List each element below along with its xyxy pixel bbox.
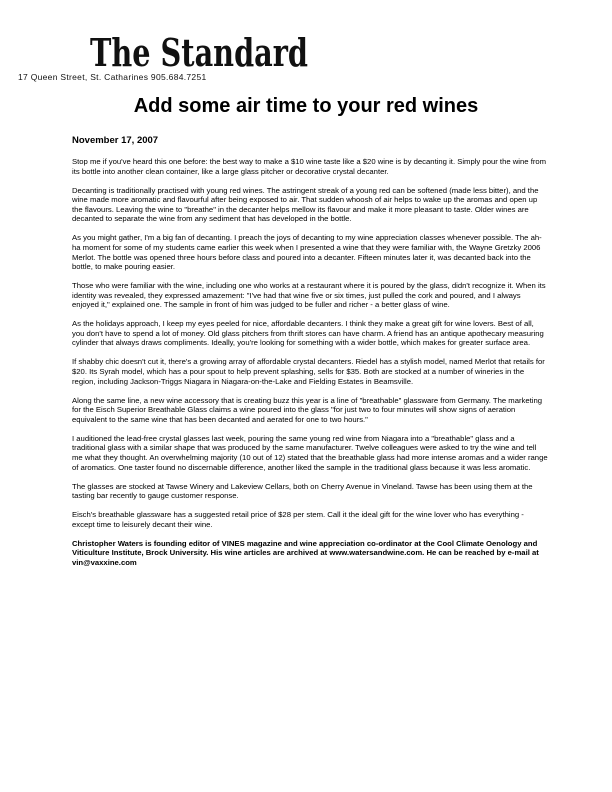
masthead-title-text: The Standard [90, 30, 308, 75]
article-paragraph: As you might gather, I'm a big fan of decanting. I preach the joys of decanting to my wine appreciation classes whenever possible. The ah-ha moment for some of my students came earlier this week when I presented a wine that they were familiar with, the Wayne Gretzky 2006 Merlot. The bottle was opened three hours before class and poured into a decanter. Fifteen minutes later it, was decanted back into the bottle, to make pouring easier. [72, 233, 542, 272]
masthead-address: 17 Queen Street, St. Catharines 905.684.7251 [18, 72, 207, 82]
article-paragraph: I auditioned the lead-free crystal glasses last week, pouring the same young red wine from Niagara into a "breathable" glass and a traditional glass with a similar shape that was produced by the same manufacturer. Twelve colleagues were asked to try the wine and tell me what they thought. An overwhelming majority (10 out of 12) stated that the breathable glass had more intense aromas and a wider range of aromatics. One taster found no discernable difference, another liked the sample in the traditional glass because it was less aromatic. [72, 433, 548, 472]
article-body [72, 157, 548, 577]
article-paragraph: The glasses are stocked at Tawse Winery and Lakeview Cellars, both on Cherry Avenue in Vineland. Tawse has been using them at the tasting bar recently to gauge customer response. [72, 481, 533, 501]
article-paragraph: Eisch's breathable glassware has a suggested retail price of $28 per stem. Call it the ideal gift for the wine lover who has everything - except time to leisurely decant their wine. [72, 510, 524, 529]
article-paragraph: Stop me if you've heard this one before: the best way to make a $10 wine taste like a $20 wine is by decanting it. Simply pour the wine from its bottle into another clean container, like a large glass pitcher or decorative crystal decanter. [72, 157, 547, 176]
article-paragraph: Decanting is traditionally practised with young red wines. The astringent streak of a young red can be softened (made less bitter), and the wine made more aromatic and flavourful after being exposed to air. That sudden whoosh of air helps to wake up the aromas and open up the flavours. Leaving the wine to "breathe" in the decanter helps mellow its flavour and make it more pleasant to taste. Older wines are decanted to separate the wine from any sediment that has developed in the bottle. [72, 185, 539, 224]
article-paragraph: Along the same line, a new wine accessory that is creating buzz this year is a line of "breathable" glassware from Germany. The marketing for the Eisch Superior Breathable Glass claims a wine poured into the glass "for just two to four minutes will show signs of aeration equivalent to the same wine that has been decanted and aerated for one to two hours." [72, 395, 543, 424]
article-paragraph: As the holidays approach, I keep my eyes peeled for nice, affordable decanters. I think they make a great gift for wine lovers. Best of all, you don't have to spend a lot of money. Old glass pitchers from thrift stores can have charm. A friend has an antique apothecary measuring cylinder that always draws compliments. Ideally, you're looking for something with a wider bottle, which makes for greater surface area. [72, 319, 544, 348]
article-headline: Add some air time to your red wines [133, 95, 479, 117]
masthead-title [90, 30, 310, 74]
article-date: November 17, 2007 [72, 135, 159, 146]
article-paragraph: If shabby chic doesn't cut it, there's a growing array of affordable crystal decanters. Riedel has a stylish model, named Merlot that retails for $20. Its Syrah model, which has a pour spout to help prevent splashing, sells for $35. Both are stocked at a number of wineries in the region, including Jackson-Triggs Niagara in Niagara-on-the-Lake and Fielding Estates in Beamsville. [72, 357, 545, 386]
author-bio: Christopher Waters is founding editor of VINES magazine and wine appreciation co-ordinator at the Cool Climate Oenology and Viticulture Institute, Brock University. His wine articles are archived at www.watersandwine.com. He can be reached by e-mail at vin@vaxxine.com [72, 538, 539, 567]
article-paragraph: Those who were familiar with the wine, including one who works at a restaurant where it is poured by the glass, didn't recognize it. When its identity was revealed, they expressed amazement: "I've had that wine five or six times, just pulled the cork and poured, and I always enjoyed it," explained one. The sample in front of him was judged to be fuller and richer - a better glass of wine. [72, 281, 546, 310]
